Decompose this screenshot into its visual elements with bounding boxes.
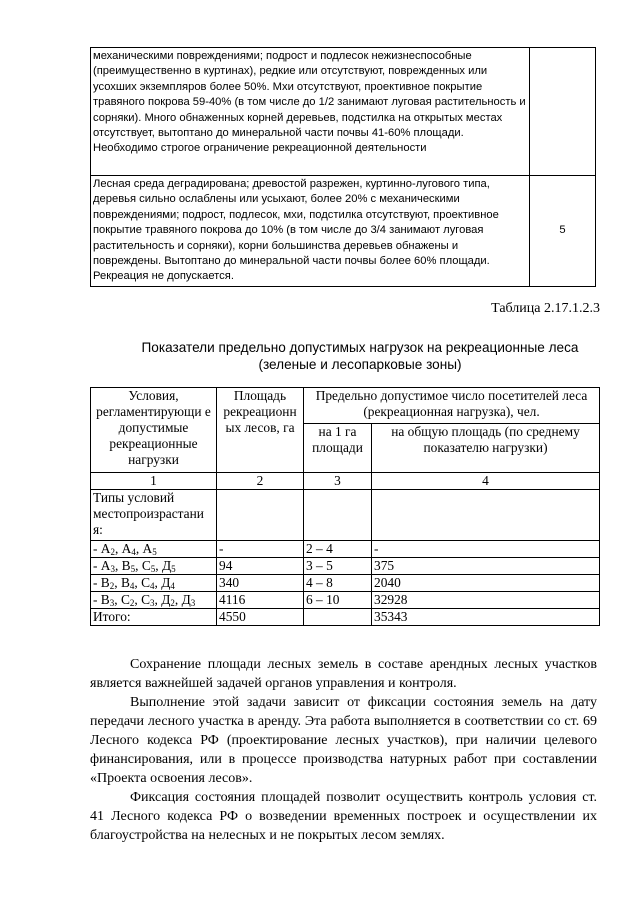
table-row — [91, 490, 600, 541]
per-ha-value — [304, 609, 372, 626]
caption-line: Показатели предельно допустимых нагрузок на рекреационные леса — [141, 340, 579, 355]
header-conditions: Условия, регламентирующи е допустимые рекреационные нагрузки — [91, 388, 217, 473]
per-ha-value: 2 – 4 — [304, 541, 372, 558]
condition-type — [91, 575, 217, 592]
table-row — [91, 575, 600, 592]
area-value: 4550 — [217, 609, 304, 626]
total-value: 35343 — [372, 609, 600, 626]
column-number: 2 — [217, 473, 304, 490]
column-number: 3 — [304, 473, 372, 490]
condition-type-text: - $А_3$, $В_5$, $С_5$, $Д_5$ — [93, 558, 176, 574]
table-caption — [100, 339, 620, 373]
paragraph: Сохранение площади лесных земель в составе арендных лесных участков является важнейшей задачей органов управления и контроля. — [90, 657, 597, 691]
column-number: 4 — [372, 473, 600, 490]
total-label: Итого: — [91, 609, 217, 626]
paragraph: Фиксация состояния площадей позволит осуществить контроль условия ст. 41 Лесного кодекса РФ о возведении временных построек и осуществлении их благоустройства на нелесных и не покрытых лесом землях. — [90, 790, 597, 843]
condition-score: 5 — [530, 176, 596, 287]
per-ha-value: 4 – 8 — [304, 575, 372, 592]
condition-type — [91, 541, 217, 558]
area-value: 94 — [217, 558, 304, 575]
condition-description: механическими повреждениями; подрост и подлесок нежизнеспособные (преимущественно в куртинах), редкие или отсутствуют, поврежденных или усохших экземпляров более 50%. Мхи отсутствуют, проективное покрытие травяного покрова 59-40% (в том числе до 1/2 занимают луговая растительность и сорняки). Много обнаженных корней деревьев, подстилка на открытых местах отсутствует, вытоптано до минеральной части почвы 41-60% площади. Необходимо строгое ограничение рекреационной деятельности — [91, 48, 530, 176]
empty-cell — [372, 490, 600, 541]
condition-score — [530, 48, 596, 176]
table-number: Таблица 2.17.1.2.3 — [491, 301, 600, 316]
table-row — [91, 176, 596, 287]
condition-type — [91, 558, 217, 575]
table-row — [91, 48, 596, 176]
header-area: Площадь рекреационн ых лесов, га — [217, 388, 304, 473]
condition-type-text: - $А_2$, $А_4$, $А_5$ — [93, 541, 157, 557]
total-value: 2040 — [372, 575, 600, 592]
condition-type-text: - $В_2$, $В_4$, $С_4$, $Д_4$ — [93, 575, 175, 591]
table-row — [91, 541, 600, 558]
types-label: Типы условий местопроизрастани я: — [91, 490, 217, 541]
table-row — [91, 558, 600, 575]
area-value: 340 — [217, 575, 304, 592]
column-number-row — [91, 473, 600, 490]
condition-type — [91, 592, 217, 609]
total-value: 375 — [372, 558, 600, 575]
header-per-ha: на 1 га площади — [304, 423, 372, 472]
per-ha-value: 3 – 5 — [304, 558, 372, 575]
header-limit: Предельно допустимое число посетителей леса (рекреационная нагрузка), чел. — [304, 388, 600, 424]
recreation-load-table — [90, 387, 600, 626]
per-ha-value: 6 – 10 — [304, 592, 372, 609]
body-text — [90, 655, 597, 845]
table-row — [91, 592, 600, 609]
total-row — [91, 609, 600, 626]
area-value: - — [217, 541, 304, 558]
header-total: на общую площадь (по среднему показателю нагрузки) — [372, 423, 600, 472]
empty-cell — [217, 490, 304, 541]
condition-description: Лесная среда деградирована; древостой разрежен, куртинно-лугового типа, деревья сильно ослаблены или усыхают, более 20% с механическими повреждениями; подрост, подлесок, мхи, подстилка отсутствуют, проективное покрытие травяного покрова до 10% (в том числе до 3/4 занимают луговая растительность и сорняки), корни большинства деревьев обнажены и повреждены. Вытоптано до минеральной части почвы более 60% площади. Рекреация не допускается. — [91, 176, 530, 287]
empty-cell — [304, 490, 372, 541]
total-value: - — [372, 541, 600, 558]
column-number: 1 — [91, 473, 217, 490]
area-value: 4116 — [217, 592, 304, 609]
total-value: 32928 — [372, 592, 600, 609]
continuation-table — [90, 47, 596, 287]
caption-line: (зеленые и лесопарковые зоны) — [258, 357, 462, 372]
header-row — [91, 388, 600, 424]
paragraph: Выполнение этой задачи зависит от фиксации состояния земель на дату передачи лесного участка в аренду. Эта работа выполняется в соответствии со ст. 69 Лесного кодекса РФ (проектирование лесных участков), при наличии целевого финансирования, или в процессе производства натурных работ при составлении «Проекта освоения лесов». — [90, 695, 597, 786]
condition-type-text: - $В_3$, $С_2$, $С_3$, $Д_2$, $Д_3$ — [93, 592, 196, 608]
